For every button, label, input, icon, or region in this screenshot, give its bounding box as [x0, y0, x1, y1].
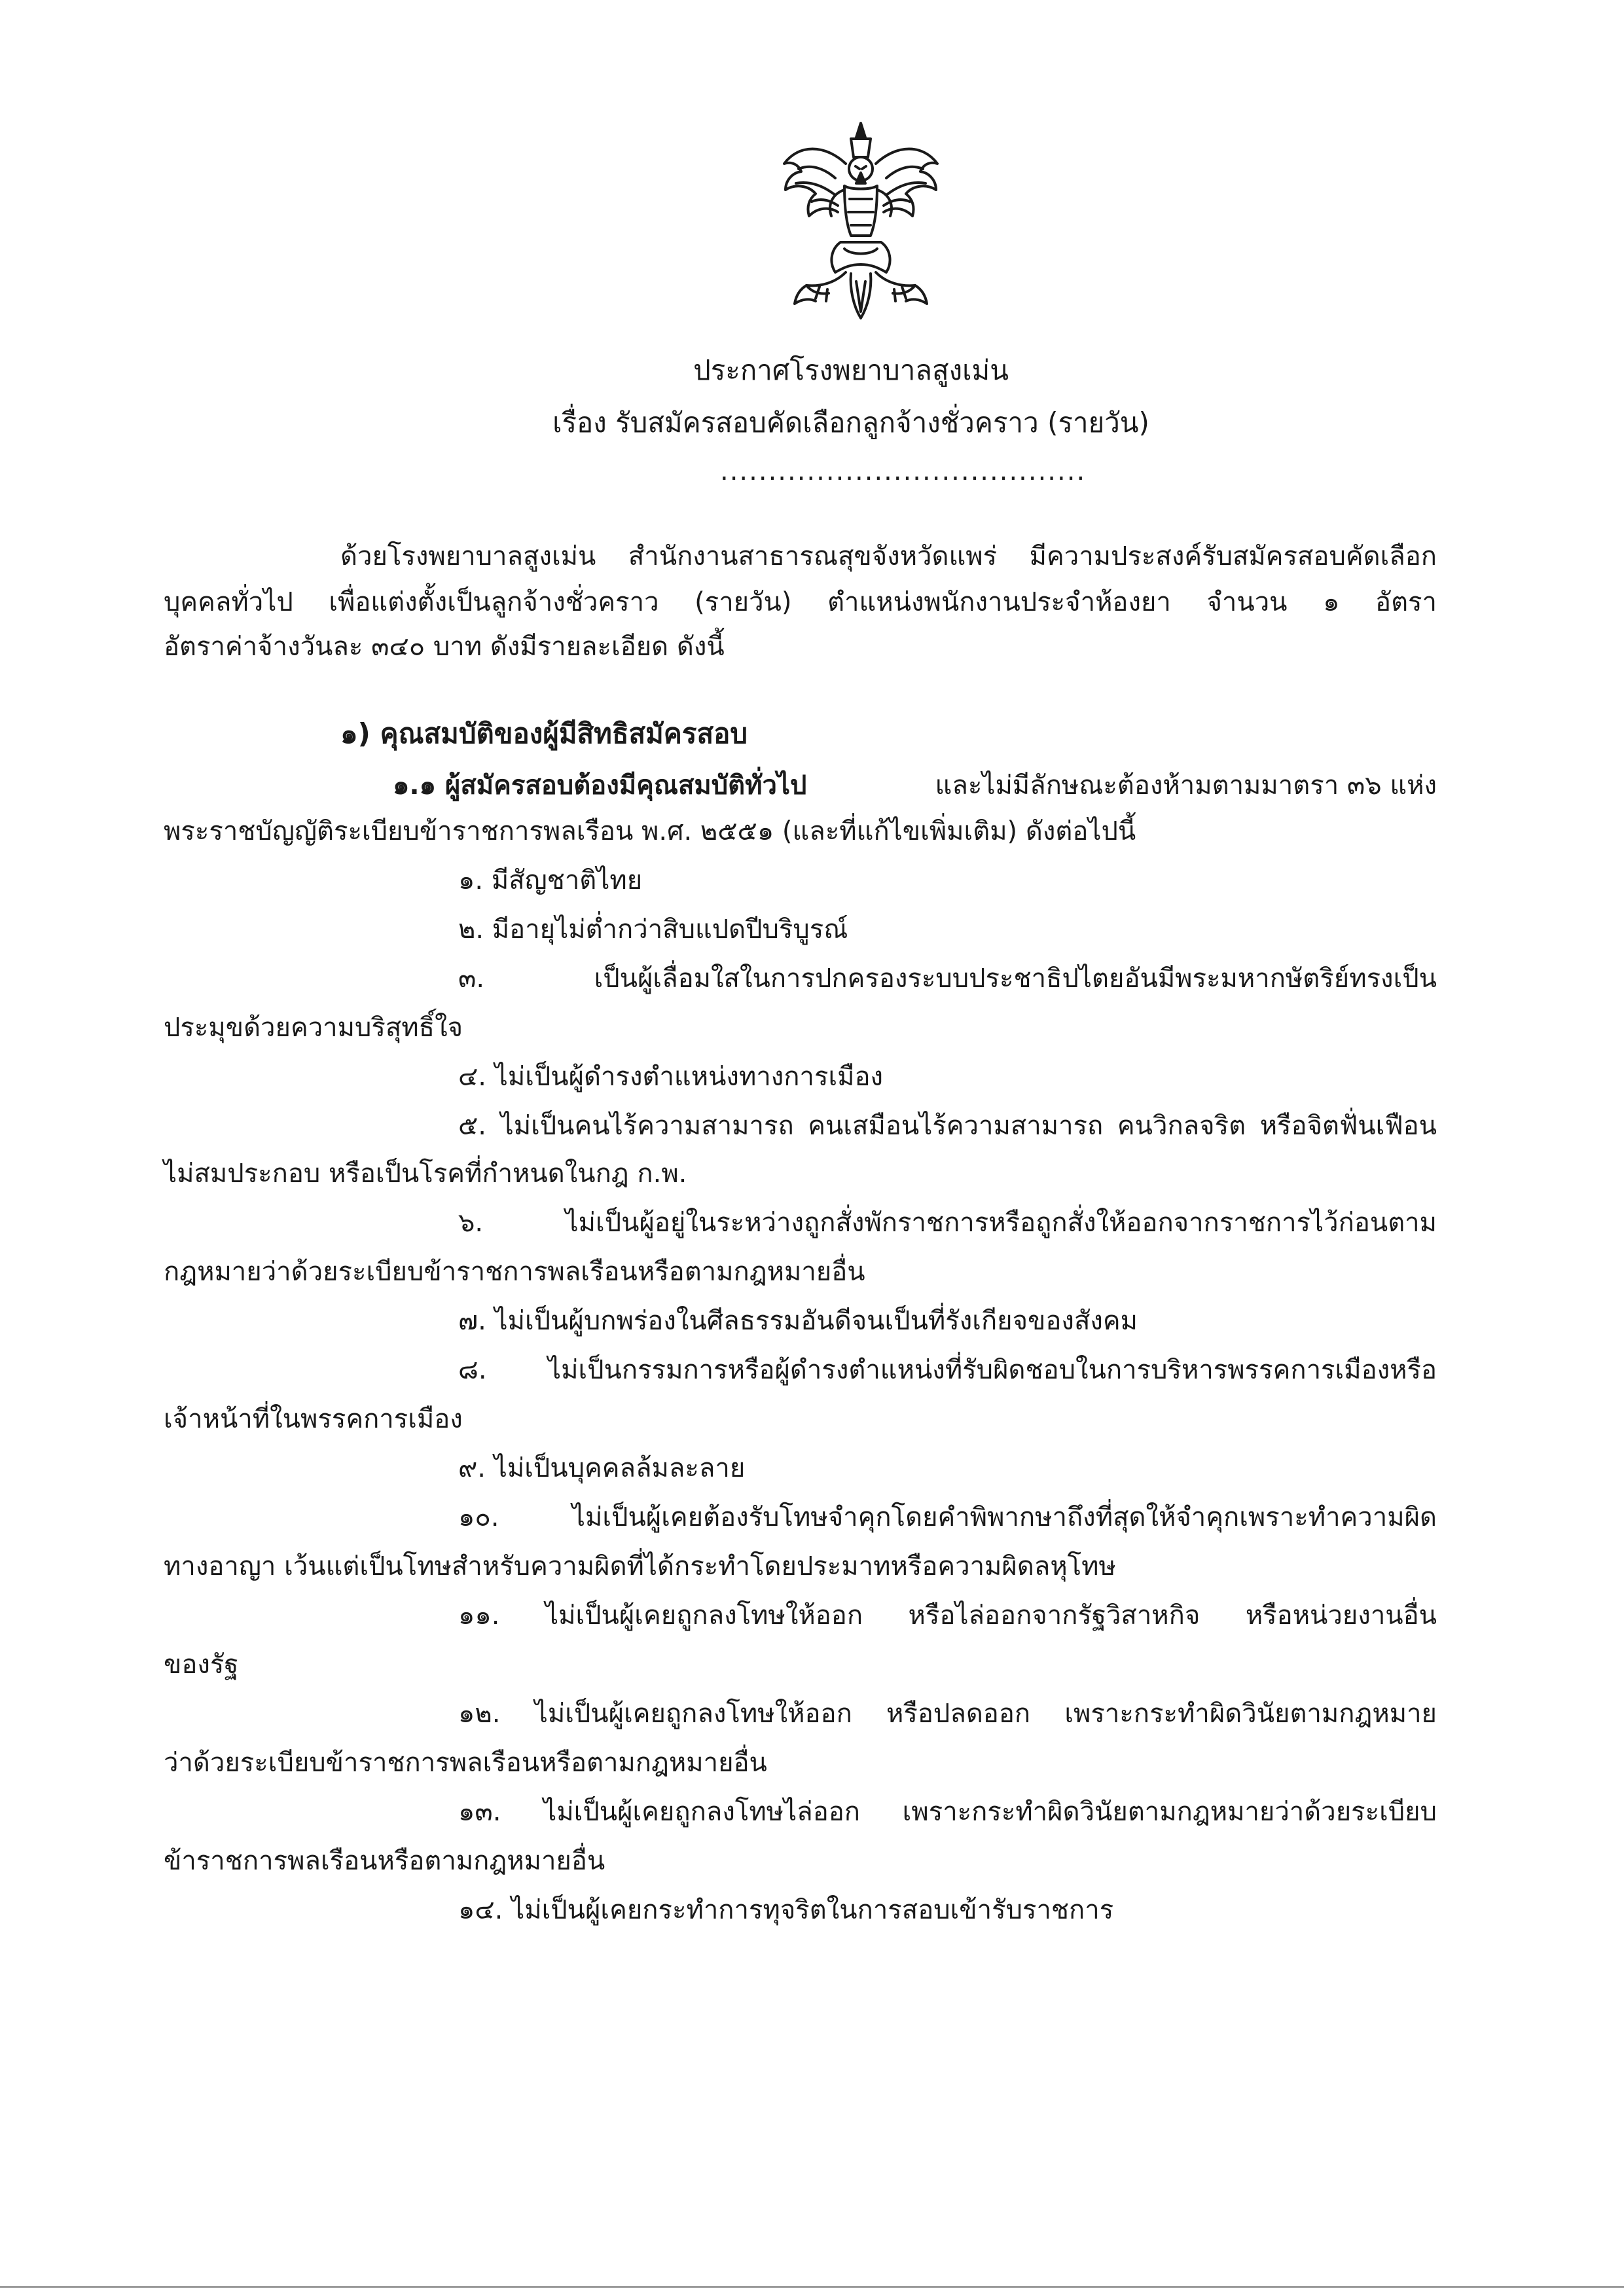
- qualification-item-13-cont: ข้าราชการพลเรือนหรือตามกฎหมายอื่น: [164, 1846, 605, 1876]
- subsection-1-1-heading-rest: และไม่มีลักษณะต้องห้ามตามมาตรา ๓๖ แห่ง: [935, 770, 1437, 801]
- qualification-item-13: ๑๓. ไม่เป็นผู้เคยถูกลงโทษไล่ออก เพราะกระทำผิดวินัยตามกฎหมายว่าด้วยระเบียบ: [458, 1797, 1437, 1827]
- qualification-item-9: ๙. ไม่เป็นบุคคลล้มละลาย: [458, 1453, 746, 1483]
- qualification-item-8: ๘. ไม่เป็นกรรมการหรือผู้ดำรงตำแหน่งที่รับผิดชอบในการบริหารพรรคการเมืองหรือ: [458, 1355, 1437, 1385]
- scan-edge-line: [0, 2286, 1624, 2288]
- header-separator: ......................................: [720, 456, 1087, 486]
- qualification-item-12: ๑๒. ไม่เป็นผู้เคยถูกลงโทษให้ออก หรือปลดออก เพราะกระทำผิดวินัยตามกฎหมาย: [458, 1699, 1437, 1729]
- qualification-item-8-cont: เจ้าหน้าที่ในพรรคการเมือง: [164, 1404, 463, 1434]
- qualification-item-10: ๑๐. ไม่เป็นผู้เคยต้องรับโทษจำคุกโดยคำพิพากษาถึงที่สุดให้จำคุกเพราะทำความผิด: [458, 1502, 1437, 1532]
- qualification-item-6-cont: กฎหมายว่าด้วยระเบียบข้าราชการพลเรือนหรือตามกฎหมายอื่น: [164, 1257, 865, 1287]
- subsection-1-1-line-2: พระราชบัญญัติระเบียบข้าราชการพลเรือน พ.ศ. ๒๕๕๑ (และที่แก้ไขเพิ่มเติม) ดังต่อไปนี้: [164, 816, 1136, 846]
- qualification-item-12-cont: ว่าด้วยระเบียบข้าราชการพลเรือนหรือตามกฎหมายอื่น: [164, 1748, 767, 1778]
- qualification-item-4: ๔. ไม่เป็นผู้ดำรงตำแหน่งทางการเมือง: [458, 1062, 884, 1092]
- qualification-item-11-cont: ของรัฐ: [164, 1650, 239, 1680]
- qualification-item-6: ๖. ไม่เป็นผู้อยู่ในระหว่างถูกสั่งพักราชการหรือถูกสั่งให้ออกจากราชการไว้ก่อนตาม: [458, 1208, 1437, 1238]
- qualification-item-1: ๑. มีสัญชาติไทย: [458, 865, 643, 895]
- qualification-item-5: ๕. ไม่เป็นคนไร้ความสามารถ คนเสมือนไร้ความสามารถ คนวิกลจริต หรือจิตฟั่นเฟือน: [458, 1111, 1437, 1141]
- intro-line-3: อัตราค่าจ้างวันละ ๓๔๐ บาท ดังมีรายละเอียด ดังนี้: [164, 632, 725, 662]
- qualification-item-14: ๑๔. ไม่เป็นผู้เคยกระทำการทุจริตในการสอบเข้ารับราชการ: [458, 1895, 1114, 1925]
- intro-line-1: ด้วยโรงพยาบาลสูงเม่น สำนักงานสาธารณสุขจังหวัดแพร่ มีความประสงค์รับสมัครสอบคัดเลือก: [340, 541, 1437, 571]
- intro-line-2: บุคคลทั่วไป เพื่อแต่งตั้งเป็นลูกจ้างชั่วคราว (รายวัน) ตำแหน่งพนักงานประจำห้องยา จำนวน ๑ อัตรา: [164, 587, 1437, 617]
- garuda-emblem-icon: [772, 118, 949, 327]
- qualification-item-11: ๑๑. ไม่เป็นผู้เคยถูกลงโทษให้ออก หรือไล่ออกจากรัฐวิสาหกิจ หรือหน่วยงานอื่น: [458, 1600, 1437, 1631]
- qualification-item-3: ๓. เป็นผู้เลื่อมใสในการปกครองระบบประชาธิปไตยอันมีพระมหากษัตริย์ทรงเป็น: [458, 964, 1437, 994]
- page-title: ประกาศโรงพยาบาลสูงเม่น: [693, 354, 1009, 386]
- qualification-item-10-cont: ทางอาญา เว้นแต่เป็นโทษสำหรับความผิดที่ได้กระทำโดยประมาทหรือความผิดลหุโทษ: [164, 1551, 1116, 1581]
- qualification-item-2: ๒. มีอายุไม่ต่ำกว่าสิบแปดปีบริบูรณ์: [458, 914, 848, 945]
- subject-line: เรื่อง รับสมัครสอบคัดเลือกลูกจ้างชั่วคราว (รายวัน): [552, 407, 1149, 439]
- qualification-item-5-cont: ไม่สมประกอบ หรือเป็นโรคที่กำหนดในกฎ ก.พ.: [164, 1159, 687, 1189]
- subsection-1-1-heading: ๑.๑ ผู้สมัครสอบต้องมีคุณสมบัติทั่วไป: [393, 770, 807, 801]
- qualification-item-7: ๗. ไม่เป็นผู้บกพร่องในศีลธรรมอันดีจนเป็นที่รังเกียจของสังคม: [458, 1306, 1138, 1336]
- subsection-1-1-line-1: [393, 772, 1437, 799]
- section-1-heading: ๑) คุณสมบัติของผู้มีสิทธิสมัครสอบ: [340, 717, 748, 750]
- qualification-item-3-cont: ประมุขด้วยความบริสุทธิ์ใจ: [164, 1013, 463, 1043]
